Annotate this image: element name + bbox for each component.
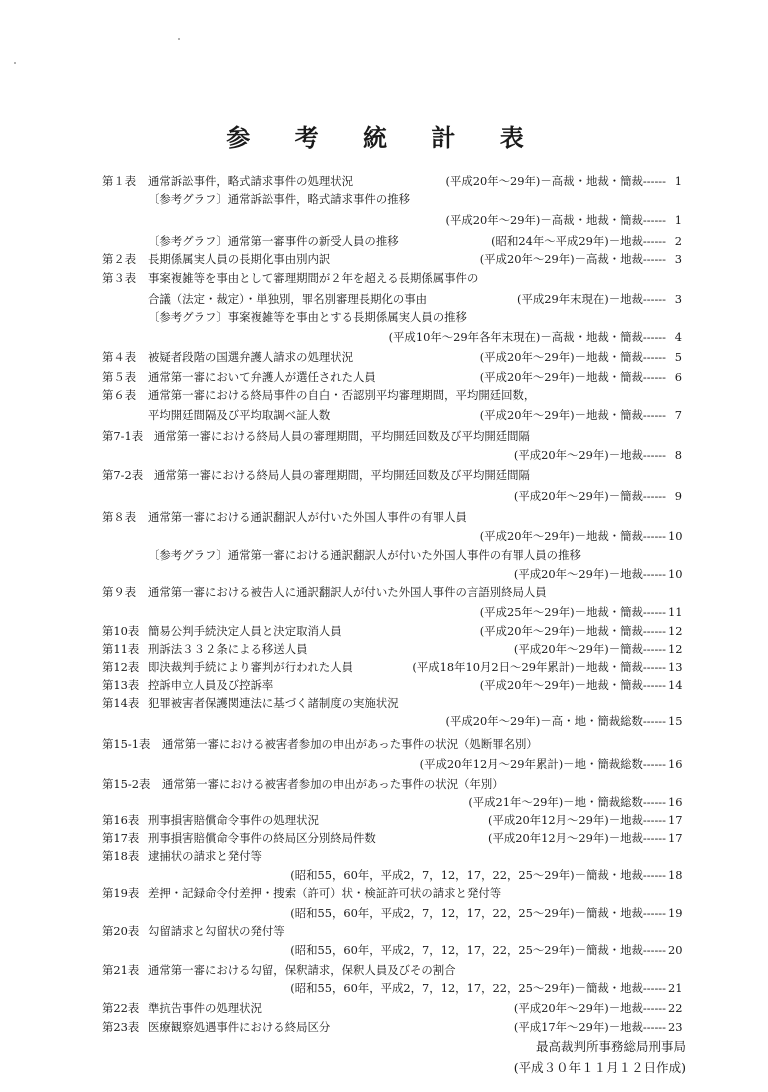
table-period: (昭和24年～平成29年) xyxy=(491,234,609,248)
table-number: 第１表 xyxy=(102,174,137,188)
table-meta xyxy=(290,941,682,959)
table-description: 控訴申立人員及び控訴率 xyxy=(148,678,274,692)
toc-line xyxy=(102,583,682,601)
table-number: 第7-1表 xyxy=(102,429,144,443)
table-court-scope: －地裁・簡裁------ xyxy=(574,370,666,384)
table-description: 通常第一審における勾留，保釈請求，保釈人員及びその割合 xyxy=(148,963,456,977)
toc-line xyxy=(102,811,682,829)
table-number: 第13表 xyxy=(102,678,140,692)
toc-line xyxy=(102,658,682,676)
table-court-scope: －地裁・簡裁------ xyxy=(574,624,666,638)
table-number: 第11表 xyxy=(102,642,140,656)
toc-line xyxy=(102,829,682,847)
table-court-scope: －地裁・簡裁------ xyxy=(574,350,666,364)
table-period: (平成20年～29年) xyxy=(513,1001,609,1015)
toc-line xyxy=(102,172,682,190)
toc-line xyxy=(102,328,682,346)
table-period: (昭和55，60年，平成2，7，12，17，22，25～29年) xyxy=(290,943,575,957)
toc-line xyxy=(102,348,682,366)
table-period: (平成25年～29年) xyxy=(479,605,575,619)
table-meta xyxy=(514,640,682,658)
table-number: 第18表 xyxy=(102,849,140,863)
table-court-scope: －簡裁・地裁------ xyxy=(574,981,666,995)
table-meta xyxy=(666,775,682,793)
table-period: (平成20年12月～29年) xyxy=(488,813,609,827)
toc-line xyxy=(102,250,682,268)
page-number: 12 xyxy=(668,624,683,638)
table-description: 逮捕状の請求と発付等 xyxy=(148,849,262,863)
table-description: 通常第一審における被害者参加の申出があった事件の状況（処断罪名別） xyxy=(162,737,538,751)
table-description: 通常第一審における通訳翻訳人が付いた外国人事件の有罪人員 xyxy=(148,510,467,524)
table-period: (平成17年～29年) xyxy=(513,1020,609,1034)
table-description: 合議（法定・裁定）・単独別，罪名別審理長期化の事由 xyxy=(148,292,428,306)
table-period: (平成20年～29年) xyxy=(479,529,575,543)
table-number: 第12表 xyxy=(102,660,140,674)
page-number: 17 xyxy=(668,813,683,827)
toc-line xyxy=(102,1018,682,1036)
table-description: 平均開廷間隔及び平均取調べ証人数 xyxy=(148,408,331,422)
table-description: 通常第一審における終局人員の審理期間，平均開廷回数及び平均開廷間隔 xyxy=(154,468,530,482)
toc-line xyxy=(102,755,682,773)
table-number: 第19表 xyxy=(102,886,140,900)
table-description: 〔参考グラフ〕事案複雑等を事由とする長期係属実人員の推移 xyxy=(148,310,467,324)
toc-line xyxy=(102,622,682,640)
table-period: (平成20年～29年) xyxy=(479,252,575,266)
page-number: 10 xyxy=(668,567,683,581)
table-court-scope: －地裁------ xyxy=(608,831,666,845)
table-meta xyxy=(514,1018,682,1036)
table-court-scope: －地裁------ xyxy=(608,1020,666,1034)
table-court-scope: －地・簡裁総数------ xyxy=(563,795,666,809)
table-court-scope: －地裁------ xyxy=(608,1001,666,1015)
toc-line xyxy=(102,999,682,1017)
table-meta xyxy=(290,979,682,997)
table-meta xyxy=(517,290,682,308)
toc-line xyxy=(102,368,682,386)
page-number: 3 xyxy=(674,252,682,266)
toc-line xyxy=(102,866,682,884)
page-number: 3 xyxy=(674,292,682,306)
table-period: (平成20年～29年) xyxy=(479,350,575,364)
table-court-scope: －地裁・簡裁------ xyxy=(574,408,666,422)
table-period: (平成20年～29年) xyxy=(445,714,541,728)
scan-speck xyxy=(14,62,16,64)
table-period: (平成20年～29年) xyxy=(513,642,609,656)
table-meta xyxy=(514,999,682,1017)
table-description: 通常訴訟事件，略式請求事件の処理状況 xyxy=(148,174,354,188)
table-period: (昭和55，60年，平成2，7，12，17，22，25～29年) xyxy=(290,906,575,920)
table-meta xyxy=(446,172,682,190)
table-number: 第９表 xyxy=(102,585,137,599)
table-description: 簡易公判手続決定人員と決定取消人員 xyxy=(148,624,342,638)
table-period: (平成18年10月2日～29年累計) xyxy=(412,660,575,674)
table-description: 刑訴法３３２条による移送人員 xyxy=(148,642,308,656)
table-meta xyxy=(666,269,682,287)
toc-line xyxy=(102,922,682,940)
table-meta xyxy=(666,961,682,979)
table-number: 第7-2表 xyxy=(102,468,144,482)
table-meta xyxy=(480,603,682,621)
table-court-scope: －高・地・簡裁総数------ xyxy=(540,714,666,728)
table-meta xyxy=(290,866,682,884)
toc-line xyxy=(102,190,682,208)
table-meta xyxy=(480,250,682,268)
table-period: (昭和55，60年，平成2，7，12，17，22，25～29年) xyxy=(290,868,575,882)
table-period: (平成20年～29年) xyxy=(513,489,609,503)
table-period: (平成20年～29年) xyxy=(445,213,541,227)
page-number: 16 xyxy=(668,795,683,809)
table-description: 医療観察処遇事件における終局区分 xyxy=(148,1020,331,1034)
page-number: 7 xyxy=(674,408,682,422)
table-meta xyxy=(480,406,682,424)
toc-line xyxy=(102,979,682,997)
table-court-scope: －高裁・地裁・簡裁------ xyxy=(540,213,666,227)
table-description: 被疑者段階の国選弁護人請求の処理状況 xyxy=(148,350,354,364)
table-meta xyxy=(412,658,682,676)
table-meta xyxy=(666,922,682,940)
page-number: 21 xyxy=(668,981,683,995)
table-meta xyxy=(666,308,682,326)
table-number: 第21表 xyxy=(102,963,140,977)
footer-date: (平成３０年１１月１２日作成) xyxy=(513,1060,686,1075)
page-number: 23 xyxy=(668,1020,683,1034)
toc-line xyxy=(102,640,682,658)
table-number: 第３表 xyxy=(102,271,137,285)
table-meta xyxy=(666,386,682,404)
table-description: 通常第一審における被害者参加の申出があった事件の状況（年別） xyxy=(162,777,504,791)
table-description: 即決裁判手続により審判が行われた人員 xyxy=(148,660,354,674)
table-number: 第23表 xyxy=(102,1020,140,1034)
toc-line xyxy=(102,406,682,424)
page-number: 8 xyxy=(674,448,682,462)
table-period: (平成20年～29年) xyxy=(479,408,575,422)
table-court-scope: －簡裁・地裁------ xyxy=(574,943,666,957)
table-court-scope: －地裁------ xyxy=(608,292,666,306)
table-period: (平成29年末現在) xyxy=(517,292,609,306)
table-period: (平成10年～29年各年末現在) xyxy=(388,330,541,344)
table-number: 第５表 xyxy=(102,370,137,384)
toc-line xyxy=(102,386,682,404)
table-number: 第４表 xyxy=(102,350,137,364)
table-period: (平成20年～29年) xyxy=(445,174,541,188)
table-meta xyxy=(488,829,682,847)
table-description: 〔参考グラフ〕通常第一審事件の新受人員の推移 xyxy=(148,234,399,248)
table-description: 勾留請求と勾留状の発付等 xyxy=(148,924,285,938)
footer-office: 最高裁判所事務総局刑事局 xyxy=(535,1039,686,1054)
table-meta xyxy=(420,755,682,773)
table-meta xyxy=(389,328,682,346)
toc-line xyxy=(102,735,682,753)
table-number: 第６表 xyxy=(102,388,137,402)
table-period: (平成20年～29年) xyxy=(479,370,575,384)
toc-line xyxy=(102,466,682,484)
toc-line xyxy=(102,847,682,865)
table-court-scope: －簡裁・地裁------ xyxy=(574,906,666,920)
page-number: 13 xyxy=(668,660,683,674)
table-description: 犯罪被害者保護関連法に基づく諸制度の実施状況 xyxy=(148,696,399,710)
toc-line xyxy=(102,775,682,793)
table-court-scope: －地裁------ xyxy=(608,813,666,827)
table-description: 事案複雑等を事由として審理期間が２年を超える長期係属事件の xyxy=(148,271,479,285)
table-meta xyxy=(666,735,682,753)
table-description: 刑事損害賠償命令事件の終局区分別終局件数 xyxy=(148,831,376,845)
page-number: 6 xyxy=(674,370,682,384)
table-court-scope: －地裁------ xyxy=(608,234,666,248)
table-meta xyxy=(514,565,682,583)
page-number: 9 xyxy=(674,489,682,503)
page-number: 4 xyxy=(674,330,682,344)
table-description: 通常第一審における終局人員の審理期間，平均開廷回数及び平均開廷間隔 xyxy=(154,429,530,443)
table-number: 第２表 xyxy=(102,252,137,266)
table-court-scope: －簡裁------ xyxy=(608,489,666,503)
table-meta xyxy=(514,487,682,505)
toc-line xyxy=(102,961,682,979)
page-number: 11 xyxy=(668,605,683,619)
toc-line xyxy=(102,487,682,505)
toc-line xyxy=(102,676,682,694)
table-meta xyxy=(480,676,682,694)
table-meta xyxy=(468,793,682,811)
table-court-scope: －地・簡裁総数------ xyxy=(563,757,666,771)
page-number: 14 xyxy=(668,678,683,692)
table-court-scope: －地裁・簡裁------ xyxy=(574,529,666,543)
toc-line xyxy=(102,232,682,250)
toc-line xyxy=(102,527,682,545)
scan-speck xyxy=(178,38,180,40)
toc-line xyxy=(102,290,682,308)
table-period: (平成20年12月～29年累計) xyxy=(419,757,564,771)
table-court-scope: －高裁・地裁------ xyxy=(574,252,666,266)
page-number: 10 xyxy=(668,529,683,543)
table-period: (昭和55，60年，平成2，7，12，17，22，25～29年) xyxy=(290,981,575,995)
table-court-scope: －地裁・簡裁------ xyxy=(574,678,666,692)
table-court-scope: －地裁・簡裁------ xyxy=(574,605,666,619)
table-meta xyxy=(666,427,682,445)
table-meta xyxy=(446,211,682,229)
page-number: 5 xyxy=(674,350,682,364)
table-meta xyxy=(666,190,682,208)
table-court-scope: －簡裁------ xyxy=(608,642,666,656)
table-description: 通常第一審における終局事件の自白・否認別平均審理期間，平均開廷回数， xyxy=(148,388,536,402)
table-number: 第15-1表 xyxy=(102,737,151,751)
toc-line xyxy=(102,941,682,959)
table-court-scope: －地裁・簡裁------ xyxy=(574,660,666,674)
table-meta xyxy=(480,348,682,366)
table-meta xyxy=(666,583,682,601)
page-number: 1 xyxy=(674,174,682,188)
table-description: 〔参考グラフ〕通常訴訟事件，略式請求事件の推移 xyxy=(148,192,410,206)
toc-line xyxy=(102,694,682,712)
table-meta xyxy=(666,694,682,712)
table-description: 刑事損害賠償命令事件の処理状況 xyxy=(148,813,319,827)
table-meta xyxy=(290,904,682,922)
toc-line xyxy=(102,712,682,730)
table-period: (平成20年～29年) xyxy=(513,567,609,581)
table-court-scope: －地裁------ xyxy=(608,567,666,581)
page-number: 17 xyxy=(668,831,683,845)
table-meta xyxy=(666,884,682,902)
toc-line xyxy=(102,211,682,229)
page-number: 18 xyxy=(668,868,683,882)
table-meta xyxy=(480,622,682,640)
table-description: 〔参考グラフ〕通常第一審における通訳翻訳人が付いた外国人事件の有罪人員の推移 xyxy=(148,548,581,562)
table-description: 準抗告事件の処理状況 xyxy=(148,1001,262,1015)
toc-line xyxy=(102,904,682,922)
table-period: (平成20年～29年) xyxy=(513,448,609,462)
table-description: 通常第一審における被告人に通訳翻訳人が付いた外国人事件の言語別終局人員 xyxy=(148,585,547,599)
table-period: (平成20年12月～29年) xyxy=(488,831,609,845)
page-number: 19 xyxy=(668,906,683,920)
toc-line xyxy=(102,446,682,464)
table-description: 長期係属実人員の長期化事由別内訳 xyxy=(148,252,331,266)
table-court-scope: －高裁・地裁・簡裁------ xyxy=(540,174,666,188)
table-number: 第10表 xyxy=(102,624,140,638)
toc-line xyxy=(102,269,682,287)
table-number: 第15-2表 xyxy=(102,777,151,791)
table-number: 第14表 xyxy=(102,696,140,710)
page-number: 2 xyxy=(674,234,682,248)
page-number: 20 xyxy=(668,943,683,957)
table-meta xyxy=(480,527,682,545)
table-number: 第８表 xyxy=(102,510,137,524)
table-meta xyxy=(480,368,682,386)
toc-line xyxy=(102,546,682,564)
page-number: 22 xyxy=(668,1001,683,1015)
toc-line xyxy=(102,308,682,326)
table-meta xyxy=(446,712,682,730)
table-meta xyxy=(666,508,682,526)
table-meta xyxy=(666,466,682,484)
table-court-scope: －地裁------ xyxy=(608,448,666,462)
table-meta xyxy=(514,446,682,464)
page-number: 1 xyxy=(674,213,682,227)
page-number: 16 xyxy=(668,757,683,771)
table-meta xyxy=(666,546,682,564)
table-number: 第22表 xyxy=(102,1001,140,1015)
table-period: (平成20年～29年) xyxy=(479,678,575,692)
table-description: 通常第一審において弁護人が選任された人員 xyxy=(148,370,376,384)
table-number: 第17表 xyxy=(102,831,140,845)
toc-line xyxy=(102,793,682,811)
table-number: 第16表 xyxy=(102,813,140,827)
toc-line xyxy=(102,565,682,583)
table-number: 第20表 xyxy=(102,924,140,938)
toc-line xyxy=(102,884,682,902)
page-number: 12 xyxy=(668,642,683,656)
toc-line xyxy=(102,603,682,621)
table-meta xyxy=(491,232,682,250)
toc-line xyxy=(102,427,682,445)
table-meta xyxy=(666,847,682,865)
table-period: (平成21年～29年) xyxy=(468,795,564,809)
table-period: (平成20年～29年) xyxy=(479,624,575,638)
page-number: 15 xyxy=(668,714,683,728)
toc-line xyxy=(102,508,682,526)
table-description: 差押・記録命令付差押・捜索（許可）状・検証許可状の請求と発付等 xyxy=(148,886,502,900)
table-meta xyxy=(488,811,682,829)
table-court-scope: －簡裁・地裁------ xyxy=(574,868,666,882)
table-court-scope: －高裁・地裁・簡裁------ xyxy=(540,330,666,344)
page-title: 参 考 統 計 表 xyxy=(226,123,542,152)
